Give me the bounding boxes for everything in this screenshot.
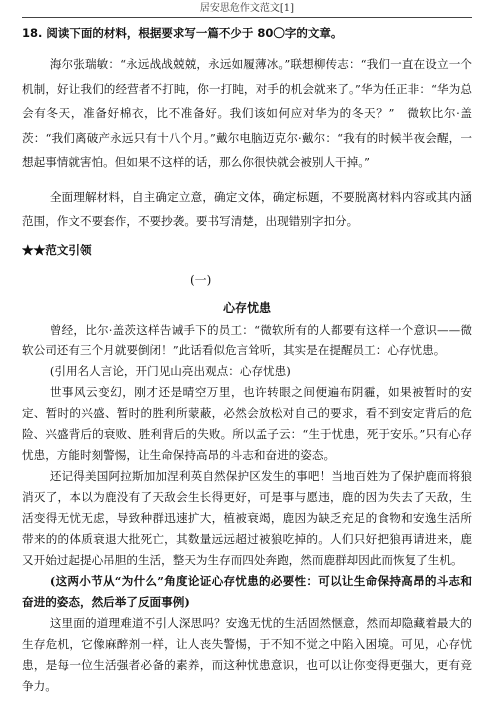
essay-paragraph: 这里面的道理难道不引人深思吗？安逸无忧的生活固然惬意，然而却隐藏着最大的生存危机，它像麻醉剂一样，让人丧失警惕，于不知不觉之中陷入困境。可见，心存忧患，是每一位生活强者必备的素养，而这种忧患意识，也可以让你变得更强大，更有竞争力。 xyxy=(22,616,472,693)
essay-title: 心存忧患 xyxy=(222,301,271,315)
writing-requirement: 全面理解材料，自主确定立意，确定文体，确定标题，不要脱离材料内容或其内涵范围，作文不要套作，不要抄袭。要书写清楚，出现错别字扣分。 xyxy=(22,189,472,228)
sample-heading: ★★范文引领 xyxy=(22,242,92,257)
essay-annotation: (这两小节从“为什么”角度论证心存忧患的必要性：可以让生命保持高昂的斗志和奋进的姿态，然后举了反面事例) xyxy=(22,574,472,609)
essay-paragraph: 曾经，比尔·盖茨这样告诫手下的员工：“微软所有的人都要有这样一个意识——微软公司还有三个月就要倒闭！”此话看似危言耸听，其实是在提醒员工：心存忧患。 xyxy=(22,323,472,357)
essay-annotation: (引用名人言论，开门见山亮出观点：心存忧患) xyxy=(49,364,291,378)
section-number: (一) xyxy=(190,273,212,287)
essay-paragraph: 世事风云变幻，刚才还是晴空万里，也许转眼之间便遍布阴霾，如果被暂时的安定、暂时的兴盛、暂时的胜利所蒙蔽，必然会放松对自己的要求，看不到安定背后的危险、兴盛背后的衰败、胜利背后的失败。所以孟子云：“生于忧患，死于安乐。”只有心存忧患，方能时刻警惕，让生命保持高昂的斗志和奋进的姿态。 xyxy=(22,385,472,462)
question-prompt: 18. 阅读下面的材料，根据要求写一篇不少于 80〇字的文章。 xyxy=(22,26,343,40)
material-paragraph: 海尔张瑞敏：“永远战战兢兢，永远如履薄冰。”联想柳传志：“我们一直在设立一个机制，好让我们的经营者不打盹，你一打盹，对手的机会就来了。”华为任正非：“华为总会有冬天，准备好棉衣，比不准备好。我们该如何应对华为的冬天？” 微软比尔·盖茨：“我们离破产永远只有十八个月。”戴尔电脑迈克尔·戴尔：“我有的时候半夜会醒，一想起事情就害怕。但如果不这样的话，那么你很快就会被别人干掉。” xyxy=(22,57,472,169)
header-rule xyxy=(22,17,472,18)
essay-paragraph: 还记得美国阿拉斯加加涅利英自然保护区发生的事吧！当地百姓为了保护鹿而将狼消灭了，本以为鹿没有了天敌会生长得更好，可是事与愿违，鹿的因为失去了天敌，生活变得无忧无虑，导致种群迅速扩大，植被衰竭，鹿因为缺乏充足的食物和安逸生活所带来的的体质衰退大批死亡，其数量远远超过被狼吃掉的。人们只好把狼再请进来，鹿又开始过起提心吊胆的生活，整天为生存而四处奔跑，然而鹿群却因此而恢复了生机。 xyxy=(22,469,472,567)
page-header: 居安思危作文范文[1] xyxy=(199,3,295,14)
